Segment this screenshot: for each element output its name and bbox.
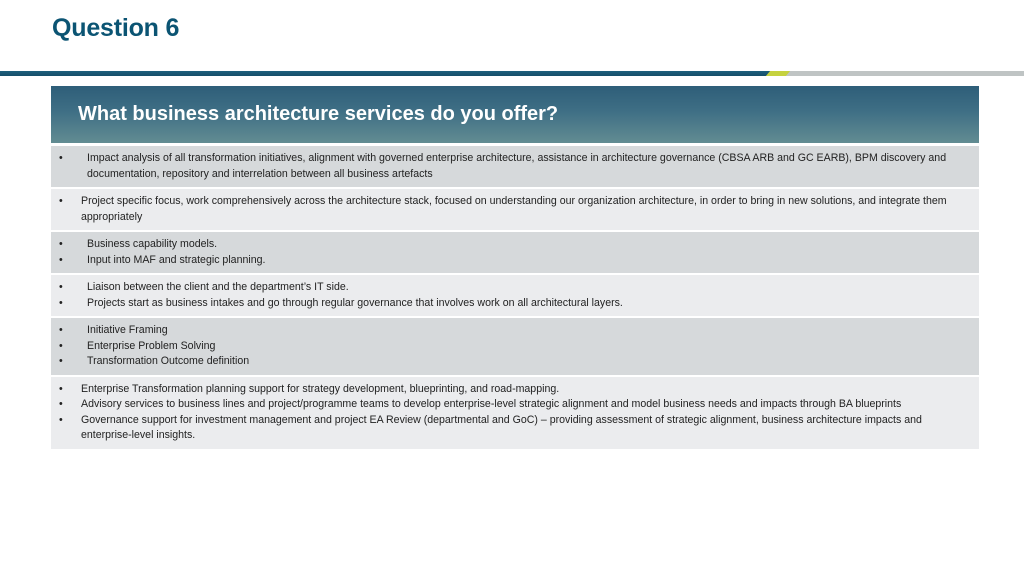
list-item-text: Enterprise Problem Solving — [87, 339, 216, 352]
header-divider — [0, 71, 1024, 76]
panel-header — [51, 86, 979, 146]
panel-question: What business architecture services do you offer? — [78, 103, 559, 125]
list-item — [57, 397, 969, 413]
list-item-text: Governance support for investment management and project EA Review (departmental and GoC) – providing assessment of strategic alignment, business architecture impacts and enterprise-level insights. — [81, 413, 922, 441]
list-item-text: Impact analysis of all transformation initiatives, alignment with governed enterprise architecture, assistance in architecture governance (CBSA ARB and GC EARB), BPM discovery and documentation, repository and interrelation between all business artefacts — [87, 152, 947, 180]
bullet-list — [57, 382, 969, 444]
bullet-icon: • — [59, 238, 63, 250]
bullet-icon: • — [59, 413, 63, 426]
bullet-icon: • — [59, 382, 63, 395]
list-item-text: Project specific focus, work comprehensively across the architecture stack, focused on understanding our organization architecture, in order to bring in new solutions, and integrate them appropriately — [81, 195, 947, 223]
bullet-icon: • — [59, 281, 63, 293]
list-item — [57, 194, 969, 225]
answer-row-5 — [51, 318, 979, 377]
list-item — [57, 280, 969, 296]
list-item — [57, 237, 969, 253]
list-item-text: Projects start as business intakes and go through regular governance that involves work on all architectural layers. — [87, 296, 623, 309]
bullet-icon: • — [59, 398, 63, 410]
list-item — [57, 296, 969, 312]
bullet-list — [57, 237, 969, 268]
bullet-icon: • — [59, 355, 63, 367]
bullet-list — [57, 194, 969, 225]
slide-title: Question 6 — [52, 14, 180, 42]
list-item-text: Transformation Outcome definition — [87, 355, 250, 367]
bullet-icon: • — [59, 339, 63, 352]
list-item — [57, 413, 969, 444]
bullet-icon: • — [59, 253, 63, 266]
answer-row-6 — [51, 377, 979, 451]
bullet-icon: • — [59, 195, 63, 207]
answer-row-2 — [51, 189, 979, 232]
divider-green-accent — [766, 71, 790, 76]
list-item — [57, 151, 969, 182]
list-item-text: Liaison between the client and the department’s IT side. — [87, 281, 349, 293]
bullet-list — [57, 323, 969, 370]
answer-panel — [51, 86, 979, 451]
bullet-icon: • — [59, 324, 63, 336]
bullet-list — [57, 280, 969, 311]
list-item-text: Initiative Framing — [87, 324, 168, 336]
list-item — [57, 354, 969, 370]
answer-row-1 — [51, 146, 979, 189]
list-item-text: Input into MAF and strategic planning. — [87, 253, 266, 266]
list-item — [57, 323, 969, 339]
list-item — [57, 253, 969, 269]
answer-row-3 — [51, 232, 979, 275]
list-item-text: Enterprise Transformation planning support for strategy development, blueprinting, and road-mapping. — [81, 382, 560, 395]
bullet-icon: • — [59, 296, 63, 309]
answer-row-4 — [51, 275, 979, 318]
list-item-text: Advisory services to business lines and project/programme teams to develop enterprise-level strategic alignment and model business needs and impacts through BA blueprints — [81, 398, 902, 410]
list-item-text: Business capability models. — [87, 238, 218, 250]
divider-gray-fill — [790, 71, 1024, 76]
bullet-list — [57, 151, 969, 182]
list-item — [57, 339, 969, 355]
bullet-icon: • — [59, 152, 63, 164]
list-item — [57, 382, 969, 398]
